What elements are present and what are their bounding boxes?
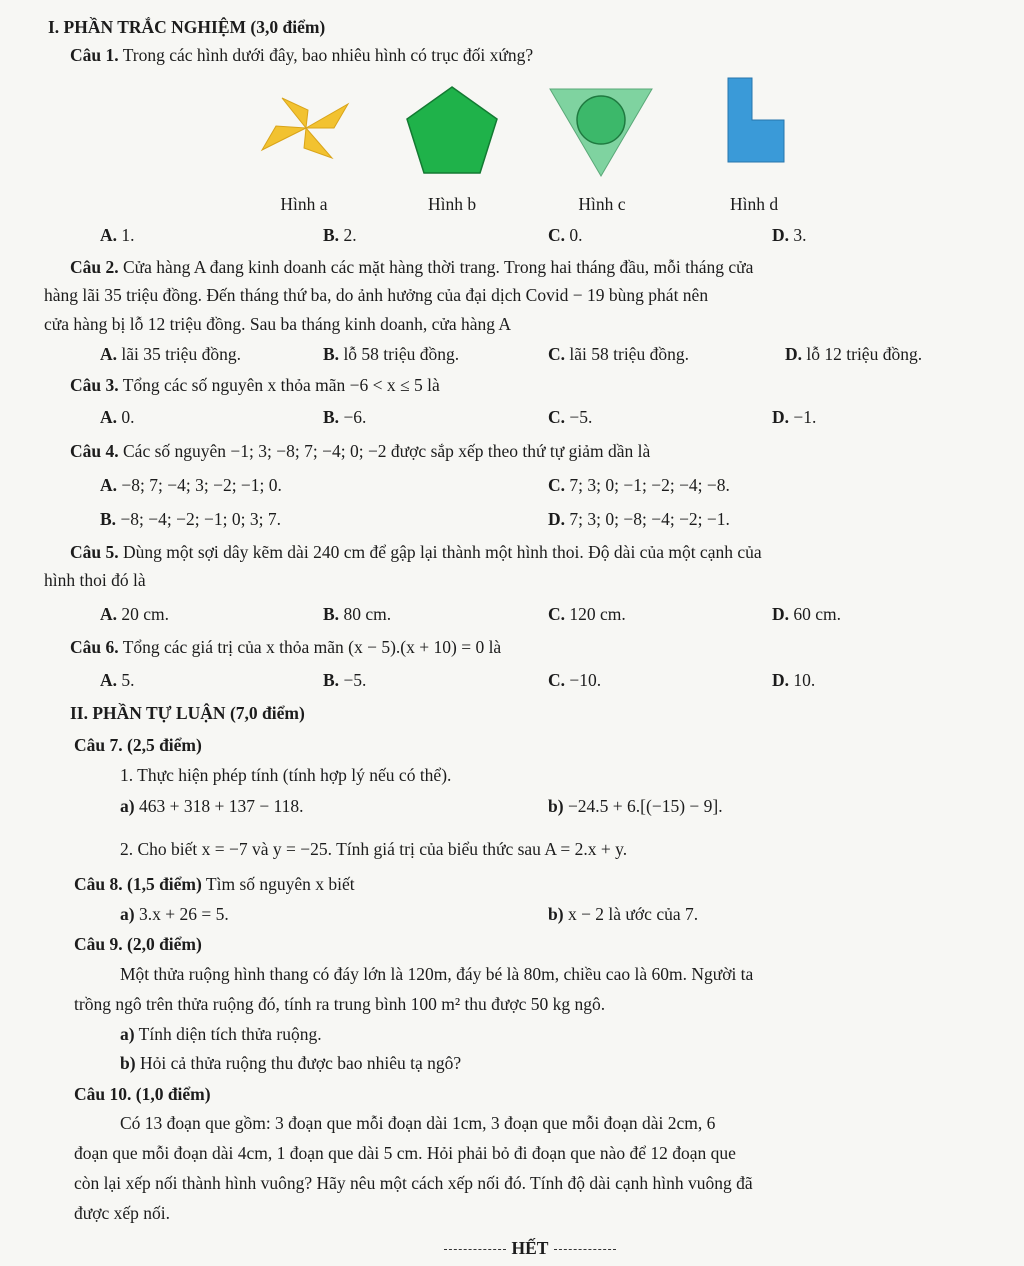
question-8 (74, 873, 355, 895)
question-5 (70, 541, 762, 563)
question-7-part2: 2. Cho biết x = −7 và y = −25. Tính giá trị của biểu thức sau A = 2.x + y. (120, 839, 628, 859)
q1-option-a (100, 224, 135, 246)
text-span: 7; 3; 0; −1; −2; −4; −8. (569, 475, 730, 495)
text-span: A. (100, 344, 118, 364)
q2-option-d (785, 343, 922, 365)
q2-option-b (323, 343, 459, 365)
text-span: B. (323, 604, 340, 624)
text-span: −8; −4; −2; −1; 0; 3; 7. (120, 509, 281, 529)
q1-option-d (772, 224, 807, 246)
text-span: Cửa hàng A đang kinh doanh các mặt hàng thời trang. Trong hai tháng đầu, mỗi tháng cửa (123, 257, 754, 277)
text-span: C. (548, 344, 566, 364)
text-span: 463 + 318 + 137 − 118. (138, 796, 304, 816)
text-span: D. (772, 407, 790, 427)
q1-option-c (548, 224, 583, 246)
text-span: Câu 5. (70, 542, 119, 562)
text-span: −1. (793, 407, 817, 427)
text-span: B. (323, 225, 340, 245)
q4-option-c (548, 474, 730, 496)
text-span: Hỏi cả thửa ruộng thu được bao nhiêu tạ ngô? (139, 1053, 462, 1073)
text-span: 120 cm. (569, 604, 626, 624)
text-span: lãi 58 triệu đồng. (569, 344, 689, 364)
question-2-line2: hàng lãi 35 triệu đồng. Đến tháng thứ ba, do ảnh hưởng của đại dịch Covid − 19 bùng phát nên (44, 285, 709, 305)
q8-item-a (120, 903, 229, 925)
text-span: 3. (793, 225, 807, 245)
text-span: A. (100, 670, 118, 690)
section-1-title: I. PHẦN TRẮC NGHIỆM (3,0 điểm) (48, 17, 326, 37)
q6-option-a (100, 669, 135, 691)
q2-option-c (548, 343, 689, 365)
text-span: a) (120, 904, 135, 924)
question-10-line3: còn lại xếp nối thành hình vuông? Hãy nêu một cách xếp nối đó. Tính độ dài cạnh hình vuông đã (74, 1173, 753, 1193)
q4-option-a (100, 474, 282, 496)
caption-c: Hình c (578, 194, 626, 214)
question-9-label: Câu 9. (2,0 điểm) (74, 934, 202, 954)
text-span: Câu 1. (70, 45, 119, 65)
text-span: D. (785, 344, 803, 364)
q6-option-d (772, 669, 815, 691)
q9-item-b (120, 1052, 461, 1074)
q5-option-a (100, 603, 169, 625)
text-span: b) (120, 1053, 136, 1073)
text-span: D. (548, 509, 566, 529)
pentagon-figure (404, 84, 500, 176)
question-5-line2: hình thoi đó là (44, 570, 146, 590)
question-3 (70, 374, 440, 396)
text-span: 60 cm. (793, 604, 842, 624)
text-span: Các số nguyên −1; 3; −8; 7; −4; 0; −2 được sắp xếp theo thứ tự giảm dần là (123, 441, 651, 461)
l-shape-figure (726, 76, 786, 164)
question-4 (70, 440, 650, 462)
text-span: lãi 35 triệu đồng. (121, 344, 241, 364)
text-span: C. (548, 407, 566, 427)
question-10-line1: Có 13 đoạn que gồm: 3 đoạn que mỗi đoạn dài 1cm, 3 đoạn que mỗi đoạn dài 2cm, 6 (120, 1113, 716, 1133)
text-span: x − 2 là ước của 7. (567, 904, 699, 924)
text-span: lỗ 58 triệu đồng. (343, 344, 460, 364)
text-span: 20 cm. (121, 604, 170, 624)
question-10-line2: đoạn que mỗi đoạn dài 4cm, 1 đoạn que dài 5 cm. Hỏi phải bỏ đi đoạn que nào để 12 đoạn que (74, 1143, 736, 1163)
q5-option-b (323, 603, 391, 625)
pinwheel-blade (304, 128, 332, 158)
text-span: B. (323, 407, 340, 427)
q8-item-b (548, 903, 698, 925)
text-span: C. (548, 225, 566, 245)
text-span: A. (100, 604, 118, 624)
q5-option-d (772, 603, 841, 625)
q3-option-b (323, 406, 366, 428)
question-9-line1: Một thửa ruộng hình thang có đáy lớn là 120m, đáy bé là 80m, chiều cao là 60m. Người ta (120, 964, 754, 984)
text-span: Tính diện tích thửa ruộng. (138, 1024, 322, 1044)
text-span: 80 cm. (343, 604, 392, 624)
question-9-line2: trồng ngô trên thửa ruộng đó, tính ra trung bình 100 m² thu được 50 kg ngô. (74, 994, 606, 1014)
q3-option-d (772, 406, 816, 428)
text-span: A. (100, 407, 118, 427)
text-span: Câu 3. (70, 375, 119, 395)
text-span: C. (548, 670, 566, 690)
text-span: a) (120, 796, 135, 816)
text-span: C. (548, 604, 566, 624)
q4-option-d (548, 508, 730, 530)
text-span: D. (772, 604, 790, 624)
text-span: C. (548, 475, 566, 495)
q4-option-b (100, 508, 281, 530)
text-span: 0. (569, 225, 583, 245)
triangle-circle-figure (548, 86, 654, 178)
text-span: 1. (121, 225, 135, 245)
text-span: 7; 3; 0; −8; −4; −2; −1. (569, 509, 730, 529)
pinwheel-blade (262, 126, 306, 150)
text-span: Câu 6. (70, 637, 119, 657)
text-span: Câu 4. (70, 441, 119, 461)
text-span: A. (100, 225, 118, 245)
text-span: Câu 2. (70, 257, 119, 277)
text-span: 5. (121, 670, 135, 690)
text-span: a) (120, 1024, 135, 1044)
q9-item-a (120, 1023, 322, 1045)
q3-option-a (100, 406, 135, 428)
text-span: −6. (343, 407, 367, 427)
caption-a: Hình a (280, 194, 328, 214)
pinwheel-blade (306, 104, 348, 128)
text-span: HẾT (511, 1238, 549, 1258)
q6-option-b (323, 669, 366, 691)
dashed-rule (444, 1249, 506, 1250)
q7-item-b (548, 795, 723, 817)
question-1 (70, 44, 533, 66)
text-span: B. (323, 670, 340, 690)
dashed-rule (554, 1249, 616, 1250)
q6-option-c (548, 669, 601, 691)
caption-d: Hình d (729, 194, 779, 214)
text-span: 2. (343, 225, 357, 245)
text-span: B. (100, 509, 117, 529)
text-span: −5. (569, 407, 593, 427)
question-10-label: Câu 10. (1,0 điểm) (74, 1084, 211, 1104)
text-span: −10. (569, 670, 602, 690)
text-span: Dùng một sợi dây kẽm dài 240 cm để gập lại thành một hình thoi. Độ dài của một cạnh của (123, 542, 762, 562)
text-span: A. (100, 475, 118, 495)
end-marker (430, 1238, 630, 1259)
pinwheel-blade (282, 98, 308, 128)
q1-option-b (323, 224, 357, 246)
text-span: −24.5 + 6.[(−15) − 9]. (567, 796, 723, 816)
pinwheel-figure (252, 92, 360, 164)
caption-b: Hình b (427, 194, 477, 214)
text-span: −8; 7; −4; 3; −2; −1; 0. (121, 475, 282, 495)
text-span: −5. (343, 670, 367, 690)
text-span: b) (548, 904, 564, 924)
text-span: 10. (793, 670, 816, 690)
question-7-part1: 1. Thực hiện phép tính (tính hợp lý nếu có thể). (120, 765, 452, 785)
text-span: Câu 8. (1,5 điểm) (74, 874, 202, 894)
text-span: lỗ 12 triệu đồng. (806, 344, 923, 364)
text-span: b) (548, 796, 564, 816)
text-span: Tổng các số nguyên x thỏa mãn −6 < x ≤ 5 là (122, 375, 440, 395)
text-span: D. (772, 670, 790, 690)
text-span: B. (323, 344, 340, 364)
section-2-title: II. PHẦN TỰ LUẬN (7,0 điểm) (70, 703, 305, 723)
text-span: Tìm số nguyên x biết (205, 874, 355, 894)
q3-option-c (548, 406, 592, 428)
q2-option-a (100, 343, 241, 365)
question-7-label: Câu 7. (2,5 điểm) (74, 735, 202, 755)
question-2-line3: cửa hàng bị lỗ 12 triệu đồng. Sau ba tháng kinh doanh, cửa hàng A (44, 314, 512, 334)
question-2 (70, 256, 753, 278)
text-span: Trong các hình dưới đây, bao nhiêu hình có trục đối xứng? (122, 45, 534, 65)
text-span: 3.x + 26 = 5. (138, 904, 229, 924)
question-6 (70, 636, 501, 658)
text-span: 0. (121, 407, 135, 427)
question-10-line4: được xếp nối. (74, 1203, 171, 1223)
q7-item-a (120, 795, 304, 817)
text-span: Tổng các giá trị của x thỏa mãn (x − 5).(x + 10) = 0 là (122, 637, 502, 657)
q5-option-c (548, 603, 626, 625)
text-span: D. (772, 225, 790, 245)
